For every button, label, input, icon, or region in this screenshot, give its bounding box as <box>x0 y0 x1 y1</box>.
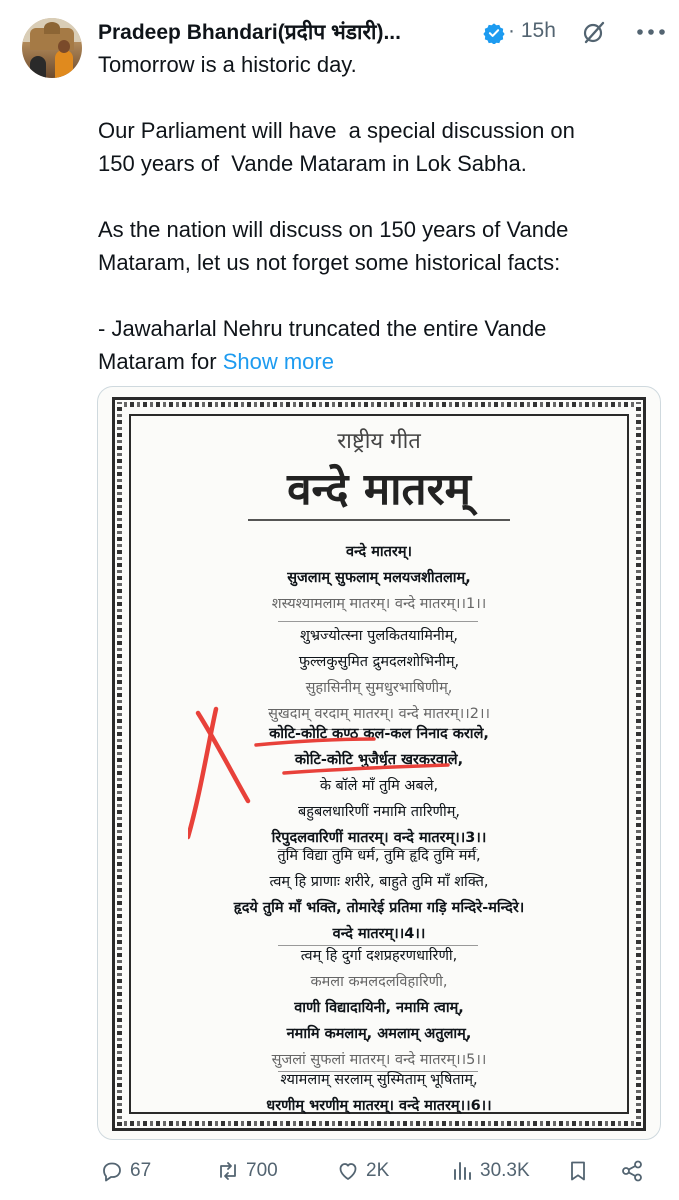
stanza-5 <box>98 943 660 1073</box>
verse-line: बहुबलधारिणीं नमामि तारिणीम्, <box>297 804 461 820</box>
tweet-line: As the nation will discuss on 150 years of Vande <box>98 217 569 242</box>
document-subtitle: राष्ट्रीय गीत <box>337 429 421 454</box>
author-name[interactable]: Pradeep Bhandari(प्रदीप भंडारी)... <box>98 21 401 44</box>
tweet-actions <box>0 1150 679 1194</box>
stanza-divider <box>278 621 478 622</box>
grok-icon[interactable] <box>580 18 608 46</box>
avatar-person <box>55 50 73 78</box>
verse-line: सुजलाम् सुफलाम् मलयजशीतलाम्, <box>287 570 471 586</box>
tweet-header <box>98 14 668 48</box>
share-icon <box>620 1159 644 1183</box>
tweet-image[interactable] <box>97 386 661 1140</box>
bookmark-icon <box>566 1159 590 1183</box>
verse-line: त्वम् हि प्राणाः शरीरे, बाहुते तुमि माँ शक्ति, <box>269 874 489 890</box>
verse-line: फुल्लकुसुमित द्रुमदलशोभिनीम्, <box>298 654 460 670</box>
stanza-6 <box>98 1067 660 1119</box>
heart-icon <box>336 1159 360 1183</box>
verse-line: रिपुदलवारिणीं मातरम्। वन्दे मातरम्।।3।। <box>271 830 487 846</box>
tweet-text <box>98 48 663 378</box>
verse-line: नमामि कमलाम्, अमलाम् अतुलाम्, <box>286 1026 472 1042</box>
timestamp[interactable]: 15h <box>520 19 556 42</box>
verse-line: सुजलां सुफलां मातरम्। वन्दे मातरम्।।5।। <box>271 1052 487 1068</box>
like-button[interactable] <box>336 1156 389 1186</box>
title-divider <box>248 519 510 521</box>
tweet-line-last <box>98 345 663 378</box>
verse-line: तुमि विद्या तुमि धर्म, तुमि हृदि तुमि मर्म, <box>277 848 481 864</box>
stanza-4 <box>98 843 660 947</box>
verse-line: श्यामलाम् सरलाम् सुस्मिताम् भूषिताम्, <box>280 1072 478 1088</box>
frame-border-bottom <box>117 1121 641 1126</box>
tweet-line: Our Parliament will have a special discussion on <box>98 118 575 143</box>
frame-border-top <box>117 402 641 407</box>
verse-line: शुभ्रज्योत्स्ना पुलकितयामिनीम्, <box>299 628 458 644</box>
verse-line: त्वम् हि दुर्गा दशप्रहरणधारिणी, <box>300 948 458 964</box>
bookmark-button[interactable] <box>566 1156 590 1186</box>
verse-line: सुहासिनीम् सुमधुरभाषिणीम्, <box>305 680 453 696</box>
verse-line: शस्यश्यामलाम् मातरम्। वन्दे मातरम्।।1।। <box>271 596 487 612</box>
view-count: 30.3K <box>480 1160 530 1181</box>
like-count: 2K <box>366 1160 390 1181</box>
verse-line: हृदये तुमि माँ भक्ति, तोमारेई प्रतिमा गड़ि मन्दिरे-मन्दिरे। <box>233 900 525 916</box>
tweet-line: - Jawaharlal Nehru truncated the entire Vande <box>98 316 547 341</box>
reply-count: 67 <box>130 1160 152 1181</box>
more-options-icon[interactable] <box>636 28 666 36</box>
document-title: वन्दे मातरम् <box>287 464 471 515</box>
reply-icon <box>100 1159 124 1183</box>
verified-badge-icon <box>483 22 505 44</box>
avatar-head <box>58 40 70 53</box>
verse-line: वाणी विद्यादायिनी, नमामि त्वाम्, <box>294 1000 464 1016</box>
avatar-figure <box>30 56 46 78</box>
tweet-line: 150 years of Vande Mataram in Lok Sabha. <box>98 151 527 176</box>
verse-line: सुखदाम् वरदाम् मातरम्। वन्दे मातरम्।।2।। <box>268 706 490 722</box>
show-more-link[interactable]: Show more <box>222 349 334 374</box>
verse-line: कमला कमलदलविहारिणी, <box>310 974 448 990</box>
tweet-fragment: Mataram for <box>98 349 223 374</box>
reply-button[interactable] <box>100 1156 151 1186</box>
red-cross-annotation <box>188 705 528 845</box>
verse-line: कोटि-कोटि भुजैर्धृत खरकरवाले, <box>294 752 464 768</box>
stanza-1 <box>98 539 660 617</box>
verse-line: धरणीम् भरणीम् मातरम्। वन्दे मातरम्।।6।। <box>266 1098 492 1114</box>
views-button[interactable] <box>450 1156 530 1186</box>
avatar-dome <box>44 22 60 34</box>
repost-count: 700 <box>246 1160 278 1181</box>
verse-line: के बॉले माँ तुमि अबले, <box>319 778 439 794</box>
repost-button[interactable] <box>216 1156 278 1186</box>
author-avatar[interactable] <box>22 18 82 78</box>
repost-icon <box>216 1159 240 1183</box>
views-chart-icon <box>450 1159 474 1183</box>
tweet-meta <box>508 19 556 43</box>
meta-separator: · <box>508 19 515 42</box>
verse-line: कोटि-कोटि कण्ठ कल-कल निनाद कराले, <box>269 726 489 742</box>
share-button[interactable] <box>620 1156 644 1186</box>
tweet-line: Tomorrow is a historic day. <box>98 52 357 77</box>
tweet-line: Mataram, let us not forget some historical facts: <box>98 250 561 275</box>
verse-line: वन्दे मातरम्।।4।। <box>332 926 426 942</box>
verse-line: वन्दे मातरम्। <box>345 544 413 560</box>
